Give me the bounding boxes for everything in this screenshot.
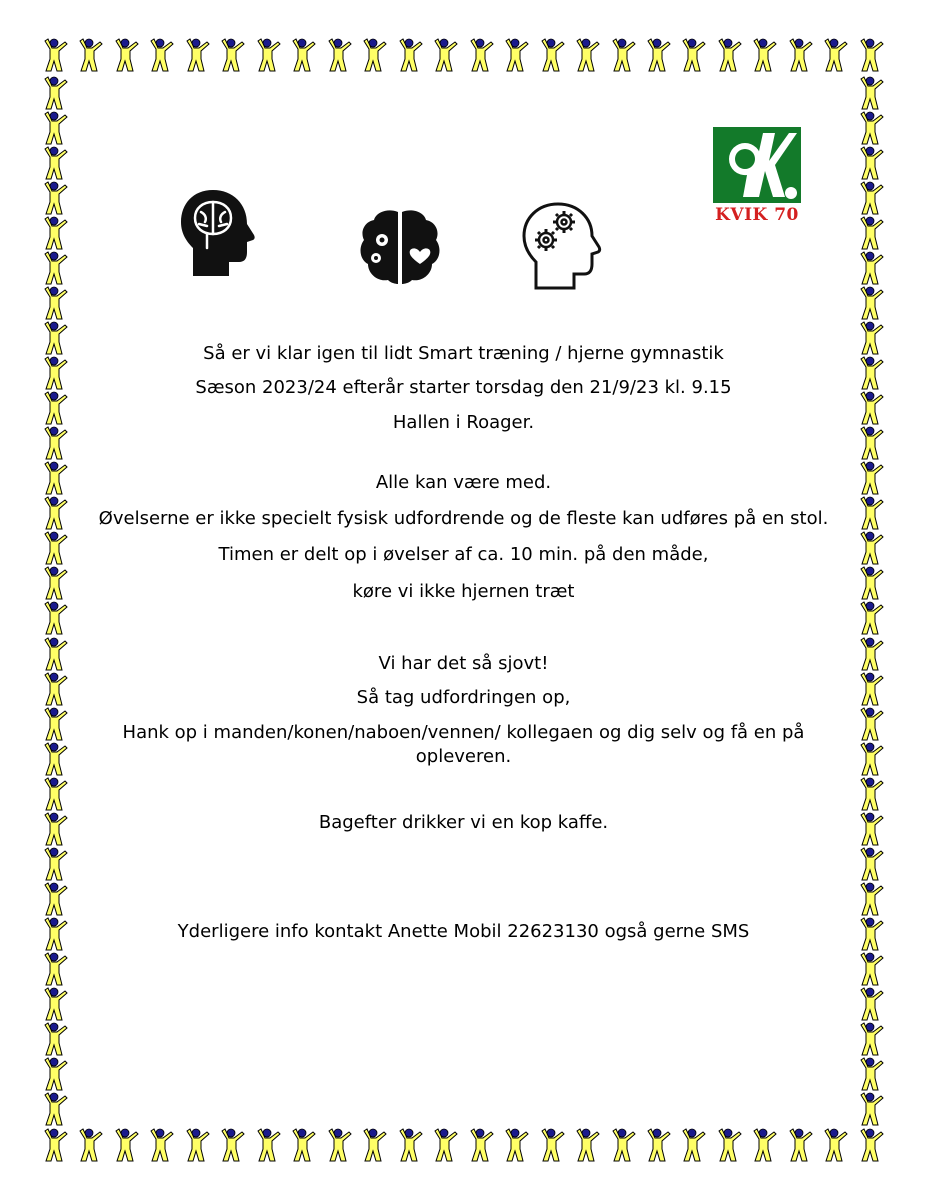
gymnast-figure-icon <box>856 847 886 881</box>
gymnast-figure-icon <box>856 1092 886 1126</box>
contact-line: Yderligere info kontakt Anette Mobil 22623130 også gerne SMS <box>177 920 750 942</box>
head-gears-icon <box>520 200 604 296</box>
exercises-line: Øvelserne er ikke specielt fysisk udfordrende og de fleste kan udføres på en stol. <box>98 508 829 530</box>
gymnast-figure-icon <box>40 1092 70 1126</box>
fun-line: Vi har det så sjovt! <box>378 653 549 675</box>
gymnast-figure-icon <box>856 251 886 285</box>
gymnast-figure-icon <box>856 461 886 495</box>
gymnast-figure-icon <box>608 38 638 72</box>
gymnast-figure-icon <box>40 847 70 881</box>
gymnast-figure-icon <box>856 1057 886 1091</box>
gymnast-figure-icon <box>40 356 70 390</box>
gymnast-figure-icon <box>820 38 850 72</box>
gymnast-figure-icon <box>40 146 70 180</box>
gymnast-figure-icon <box>643 38 673 72</box>
gymnast-figure-icon <box>324 1128 354 1162</box>
gymnast-figure-icon <box>856 566 886 600</box>
gymnast-figure-icon <box>75 1128 105 1162</box>
gymnast-figure-icon <box>714 1128 744 1162</box>
gymnast-figure-icon <box>856 76 886 110</box>
gymnast-figure-icon <box>430 1128 460 1162</box>
gymnast-figure-icon <box>40 496 70 530</box>
gymnast-figure-icon <box>856 321 886 355</box>
gymnast-figure-icon <box>40 38 70 72</box>
gymnast-figure-icon <box>40 181 70 215</box>
gymnast-figure-icon <box>40 251 70 285</box>
gymnast-figure-icon <box>785 1128 815 1162</box>
all-welcome-line: Alle kan være med. <box>375 471 552 493</box>
gymnast-figure-icon <box>572 1128 602 1162</box>
gymnast-figure-icon <box>856 146 886 180</box>
gymnast-figure-icon <box>40 391 70 425</box>
season-line: Sæson 2023/24 efterår starter torsdag den 21/9/23 kl. 9.15 <box>195 377 732 399</box>
gymnast-figure-icon <box>146 1128 176 1162</box>
gymnast-figure-icon <box>253 1128 283 1162</box>
gymnast-figure-icon <box>40 777 70 811</box>
gymnast-figure-icon <box>288 1128 318 1162</box>
location-line: Hallen i Roager. <box>392 411 535 433</box>
gymnast-figure-icon <box>359 38 389 72</box>
gymnast-figure-icon <box>856 917 886 951</box>
gymnast-figure-icon <box>217 38 247 72</box>
gymnast-figure-icon <box>501 1128 531 1162</box>
gymnast-figure-icon <box>40 882 70 916</box>
gymnast-figure-icon <box>466 38 496 72</box>
gymnast-figure-icon <box>856 1022 886 1056</box>
gymnast-figure-icon <box>856 812 886 846</box>
gymnast-figure-icon <box>856 181 886 215</box>
gymnast-figure-icon <box>111 1128 141 1162</box>
gymnast-figure-icon <box>572 38 602 72</box>
gymnast-figure-icon <box>856 987 886 1021</box>
gymnast-figure-icon <box>40 601 70 635</box>
gymnast-figure-icon <box>643 1128 673 1162</box>
gymnast-figure-icon <box>40 286 70 320</box>
announcement-text <box>80 342 847 944</box>
gymnast-figure-icon <box>856 672 886 706</box>
border-top <box>40 38 886 74</box>
gymnast-figure-icon <box>430 38 460 72</box>
gymnast-figure-icon <box>678 1128 708 1162</box>
gymnast-figure-icon <box>856 496 886 530</box>
gymnast-figure-icon <box>146 38 176 72</box>
gymnast-figure-icon <box>785 38 815 72</box>
gymnast-figure-icon <box>678 38 708 72</box>
gymnast-figure-icon <box>40 321 70 355</box>
challenge-line: Så tag udfordringen op, <box>356 687 571 709</box>
gymnast-figure-icon <box>40 637 70 671</box>
gymnast-figure-icon <box>856 531 886 565</box>
gymnast-figure-icon <box>537 38 567 72</box>
gymnast-figure-icon <box>749 38 779 72</box>
gymnast-figure-icon <box>856 216 886 250</box>
gymnast-figure-icon <box>40 1057 70 1091</box>
gymnast-figure-icon <box>501 38 531 72</box>
gymnast-figure-icon <box>288 38 318 72</box>
gymnast-figure-icon <box>856 111 886 145</box>
gymnast-figure-icon <box>40 76 70 110</box>
session-line: Timen er delt op i øvelser af ca. 10 min. på den måde, <box>218 544 709 566</box>
gymnast-figure-icon <box>40 672 70 706</box>
gymnast-figure-icon <box>40 216 70 250</box>
gymnast-figure-icon <box>856 777 886 811</box>
gymnast-figure-icon <box>253 38 283 72</box>
gymnast-figure-icon <box>395 38 425 72</box>
gymnast-figure-icon <box>537 1128 567 1162</box>
gymnast-figure-icon <box>856 426 886 460</box>
logo-text: KVIK 70 <box>715 205 799 225</box>
border-left <box>40 76 74 1126</box>
gymnast-figure-icon <box>749 1128 779 1162</box>
gymnast-figure-icon <box>182 1128 212 1162</box>
gymnast-figure-icon <box>856 1128 886 1162</box>
gymnast-figure-icon <box>856 742 886 776</box>
gymnast-figure-icon <box>40 952 70 986</box>
gymnast-figure-icon <box>111 38 141 72</box>
gymnast-figure-icon <box>40 566 70 600</box>
gymnast-figure-icon <box>40 426 70 460</box>
gymnast-figure-icon <box>40 1128 70 1162</box>
gymnast-figure-icon <box>856 637 886 671</box>
gymnast-figure-icon <box>466 1128 496 1162</box>
gymnast-figure-icon <box>856 286 886 320</box>
gymnast-figure-icon <box>40 742 70 776</box>
gymnast-figure-icon <box>75 38 105 72</box>
intro-line: Så er vi klar igen til lidt Smart træning / hjerne gymnastik <box>203 343 724 364</box>
gymnast-figure-icon <box>856 391 886 425</box>
gymnast-figure-icon <box>395 1128 425 1162</box>
gymnast-figure-icon <box>40 812 70 846</box>
gymnast-figure-icon <box>40 917 70 951</box>
brain-head-icon <box>177 188 255 282</box>
gymnast-figure-icon <box>820 1128 850 1162</box>
gymnast-figure-icon <box>40 987 70 1021</box>
gymnast-figure-icon <box>856 707 886 741</box>
invite-line: Hank op i manden/konen/naboen/vennen/ kollegaen og dig selv og få en på opleveren. <box>122 721 805 767</box>
coffee-line: Bagefter drikker vi en kop kaffe. <box>318 812 609 834</box>
gymnast-figure-icon <box>217 1128 247 1162</box>
gymnast-figure-icon <box>40 111 70 145</box>
gymnast-figure-icon <box>856 952 886 986</box>
border-bottom <box>40 1128 886 1164</box>
gymnast-figure-icon <box>856 601 886 635</box>
gymnast-figure-icon <box>182 38 212 72</box>
logo-mark <box>713 127 801 203</box>
gymnast-figure-icon <box>324 38 354 72</box>
gymnast-figure-icon <box>856 356 886 390</box>
gymnast-figure-icon <box>608 1128 638 1162</box>
gymnast-figure-icon <box>40 461 70 495</box>
gymnast-figure-icon <box>40 707 70 741</box>
border-right <box>856 76 890 1126</box>
gymnast-figure-icon <box>40 531 70 565</box>
gymnast-figure-icon <box>359 1128 389 1162</box>
gymnast-figure-icon <box>714 38 744 72</box>
gymnast-figure-icon <box>856 882 886 916</box>
gymnast-figure-icon <box>40 1022 70 1056</box>
brain-line: køre vi ikke hjernen træt <box>352 580 575 602</box>
gymnast-figure-icon <box>856 38 886 72</box>
kvik70-logo <box>712 127 802 231</box>
brain-gears-heart-icon <box>358 208 442 290</box>
